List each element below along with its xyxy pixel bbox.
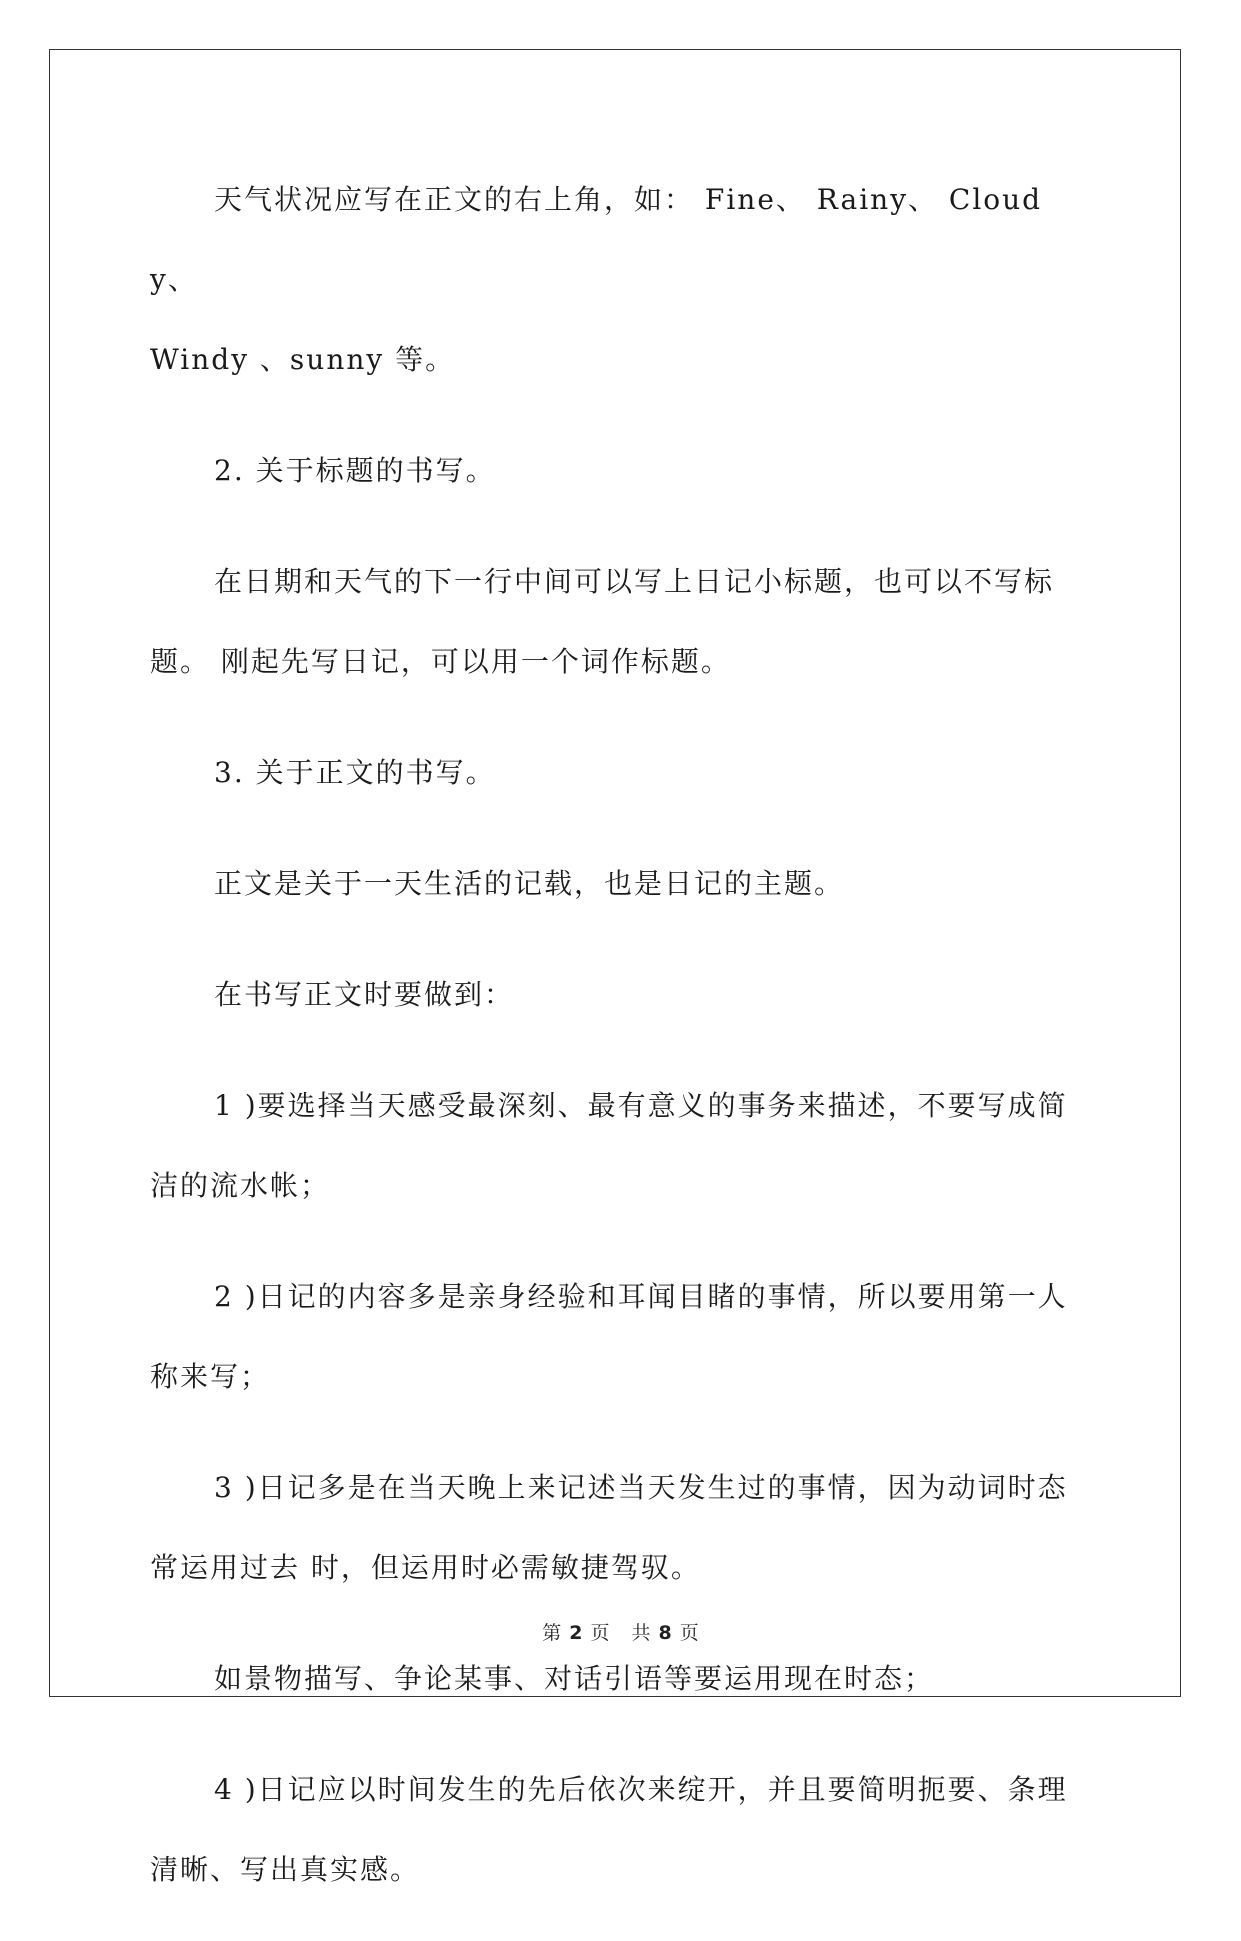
text-line: Windy 、sunny 等。 [150, 343, 456, 376]
paragraph-requirements-intro [150, 955, 1085, 1035]
total-suffix: 页 [679, 1622, 699, 1644]
text-line: 正文是关于一天生活的记载，也是日记的主题。 [214, 867, 845, 900]
page-total-indicator [628, 1622, 703, 1644]
page-footer [0, 1618, 1241, 1645]
text-line: 在书写正文时要做到： [214, 978, 515, 1011]
paragraph-title [150, 542, 1085, 702]
text-line: 洁的流水帐； [150, 1169, 331, 1202]
page-prefix: 第 [542, 1622, 562, 1644]
text-line: 3 )日记多是在当天晚上来记述当天发生过的事情，因为动词时态 [214, 1471, 1068, 1504]
list-item-1 [150, 1066, 1085, 1226]
text-line: 2 )日记的内容多是亲身经验和耳闻目睹的事情，所以要用第一人 [214, 1280, 1068, 1313]
heading-body-writing [150, 733, 1085, 813]
text-line: 天气状况应写在正文的右上角，如： Fine、 Rainy、 Cloudy、 [150, 183, 1043, 296]
list-item-2 [150, 1257, 1085, 1417]
document-body [150, 160, 1085, 1941]
page-current: 2 [569, 1622, 583, 1644]
text-line: 如景物描写、争论某事、对话引语等要运用现在时态； [214, 1662, 935, 1695]
list-item-3 [150, 1448, 1085, 1608]
text-line: 3. 关于正文的书写。 [214, 756, 496, 789]
text-line: 1 )要选择当天感受最深刻、最有意义的事务来描述，不要写成简 [214, 1089, 1068, 1122]
paragraph-body-definition [150, 844, 1085, 924]
text-line: 4 )日记应以时间发生的先后依次来绽开，并且要简明扼要、条理 [214, 1773, 1068, 1806]
text-line: 在日期和天气的下一行中间可以写上日记小标题，也可以不写标 [214, 565, 1055, 598]
paragraph-present-tense [150, 1639, 1085, 1719]
text-line: 常运用过去 时，但运用时必需敏捷驾驭。 [150, 1551, 701, 1584]
page-suffix: 页 [590, 1622, 610, 1644]
text-line: 称来写； [150, 1360, 271, 1393]
heading-title-writing [150, 431, 1085, 511]
total-prefix: 共 [631, 1622, 651, 1644]
text-line: 2. 关于标题的书写。 [214, 454, 496, 487]
text-line: 清晰、写出真实感。 [150, 1853, 421, 1886]
page-indicator [538, 1622, 613, 1644]
page-total: 8 [658, 1622, 672, 1644]
paragraph-weather [150, 160, 1085, 400]
list-item-4 [150, 1750, 1085, 1910]
text-line: 题。 刚起先写日记，可以用一个词作标题。 [150, 645, 731, 678]
